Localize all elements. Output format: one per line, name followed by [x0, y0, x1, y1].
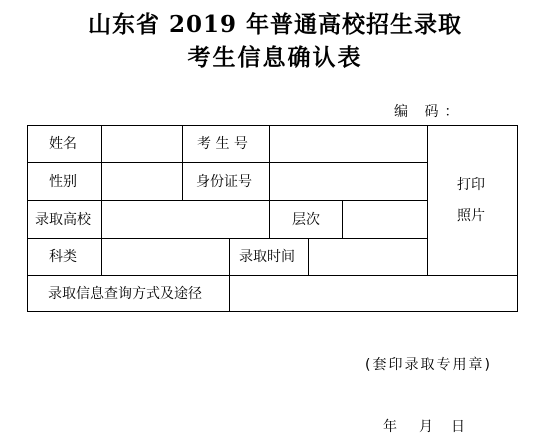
- row-divider-2: [27, 200, 428, 201]
- col-divider-c: [269, 125, 270, 200]
- stamp-note: (套印录取专用章): [365, 357, 492, 373]
- confirmation-form-table: [27, 125, 518, 312]
- row-divider-4: [27, 275, 518, 276]
- row-divider-1: [27, 162, 428, 163]
- category-label: 科类: [49, 249, 77, 265]
- code-colon: ：: [444, 104, 459, 120]
- query-method-label: 录取信息查询方式及途径: [48, 286, 202, 302]
- table-border-bottom: [27, 311, 518, 312]
- code-field: [394, 101, 458, 121]
- col-divider-j: [229, 275, 230, 312]
- col-divider-e: [269, 200, 270, 238]
- date-day: 日: [451, 419, 465, 435]
- col-divider-d: [101, 200, 102, 238]
- col-divider-b: [182, 125, 183, 200]
- id-number-label: 身份证号: [196, 174, 252, 190]
- document-title-line1: 山东省 2019 年普通高校招生录取: [87, 11, 463, 38]
- photo-label-line1: 打印: [457, 177, 485, 193]
- col-divider-h: [229, 238, 230, 275]
- date-month: 月: [419, 419, 433, 435]
- code-label: 编 码: [394, 104, 445, 120]
- school-label: 录取高校: [35, 212, 91, 228]
- photo-label-line2: 照片: [457, 208, 485, 224]
- col-divider-g: [101, 238, 102, 275]
- document-title-line2: 考生信息确认表: [187, 44, 363, 71]
- exam-number-label: 考 生 号: [197, 136, 248, 152]
- photo-column-divider: [427, 125, 428, 275]
- col-divider-a: [101, 125, 102, 200]
- table-border-left: [27, 125, 28, 312]
- level-label: 层次: [292, 212, 320, 228]
- col-divider-i: [308, 238, 309, 275]
- col-divider-f: [342, 200, 343, 238]
- row-divider-3: [27, 238, 428, 239]
- gender-label: 性别: [49, 174, 77, 190]
- date-year: 年: [383, 419, 397, 435]
- table-border-right: [517, 125, 518, 312]
- admit-time-label: 录取时间: [239, 249, 295, 265]
- name-label: 姓名: [49, 136, 77, 152]
